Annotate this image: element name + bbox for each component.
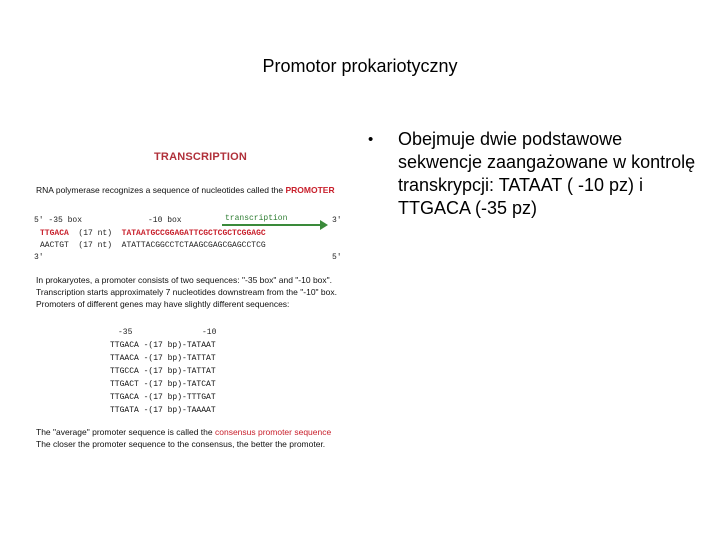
transcription-start-label: transcription — [225, 214, 288, 223]
end-3-prime: 3' — [332, 216, 342, 225]
slide-title: Promotor prokariotyczny — [262, 56, 458, 76]
end-5-prime-bottom: 5' — [332, 253, 342, 262]
box35-label: 5' -35 box — [34, 216, 83, 225]
end-3-prime-bottom: 3' — [34, 253, 44, 262]
top-strand — [40, 229, 266, 238]
figure-title: TRANSCRIPTION — [154, 151, 248, 163]
sequence-row: TTAACA -(17 bp)-TATTAT — [110, 354, 216, 363]
para2-prefix: The "average" promoter sequence is called the — [36, 427, 213, 437]
bullet-text: Obejmuje dwie podstawowe sekwencje zaangażowane w kontrolę transkrypcji: TATAAT ( -10 pz) i TTGACA (-35 pz) — [398, 129, 696, 218]
bullet-marker: • — [368, 131, 374, 148]
bottom-strand-35: AACTGT — [40, 241, 69, 250]
para2-line2: The closer the promoter sequence to the consensus, the better the promoter. — [36, 439, 326, 449]
column-35: -35 — [118, 328, 133, 337]
para2-highlight: consensus promoter sequence — [214, 427, 332, 437]
para1-line2: Transcription starts approximately 7 nucleotides downstream from the "-10" box. — [36, 287, 337, 297]
sequence-row: TTGACT -(17 bp)-TATCAT — [110, 380, 216, 389]
top-strand-gap: (17 nt) — [78, 229, 113, 238]
para1-line3: Promoters of different genes may have slightly different sequences: — [36, 299, 290, 309]
intro-text: RNA polymerase recognizes a sequence of nucleotides called the — [36, 185, 284, 195]
sequence-row: TTGCCA -(17 bp)-TATTAT — [110, 367, 216, 376]
top-strand-35: TTGACA — [40, 229, 69, 238]
para2-line1 — [36, 427, 331, 437]
figure-intro — [36, 185, 335, 195]
transcription-arrow-line — [222, 224, 322, 226]
box10-label: -10 box — [148, 216, 182, 225]
sequence-row: TTGACA -(17 bp)-TTTGAT — [110, 393, 216, 402]
bottom-strand-gap: (17 nt) — [78, 241, 113, 250]
bottom-strand-10: ATATTACGGCCTCTAAGCGAGCGAGCCTCG — [121, 241, 266, 250]
para1-line1: In prokaryotes, a promoter consists of two sequences: "-35 box" and "-10 box". — [36, 275, 333, 285]
sequence-row: TTGACA -(17 bp)-TATAAT — [110, 341, 216, 350]
sequence-row: TTGATA -(17 bp)-TAAAAT — [110, 406, 216, 415]
transcription-figure — [30, 145, 360, 455]
column-10: -10 — [202, 328, 217, 337]
transcription-arrow-icon — [320, 220, 328, 230]
bottom-strand — [40, 241, 266, 250]
intro-highlight: PROMOTER — [285, 185, 335, 195]
top-strand-10: TATAATGCCGGAGATTCGCTCGCTCGGAGC — [121, 229, 266, 238]
